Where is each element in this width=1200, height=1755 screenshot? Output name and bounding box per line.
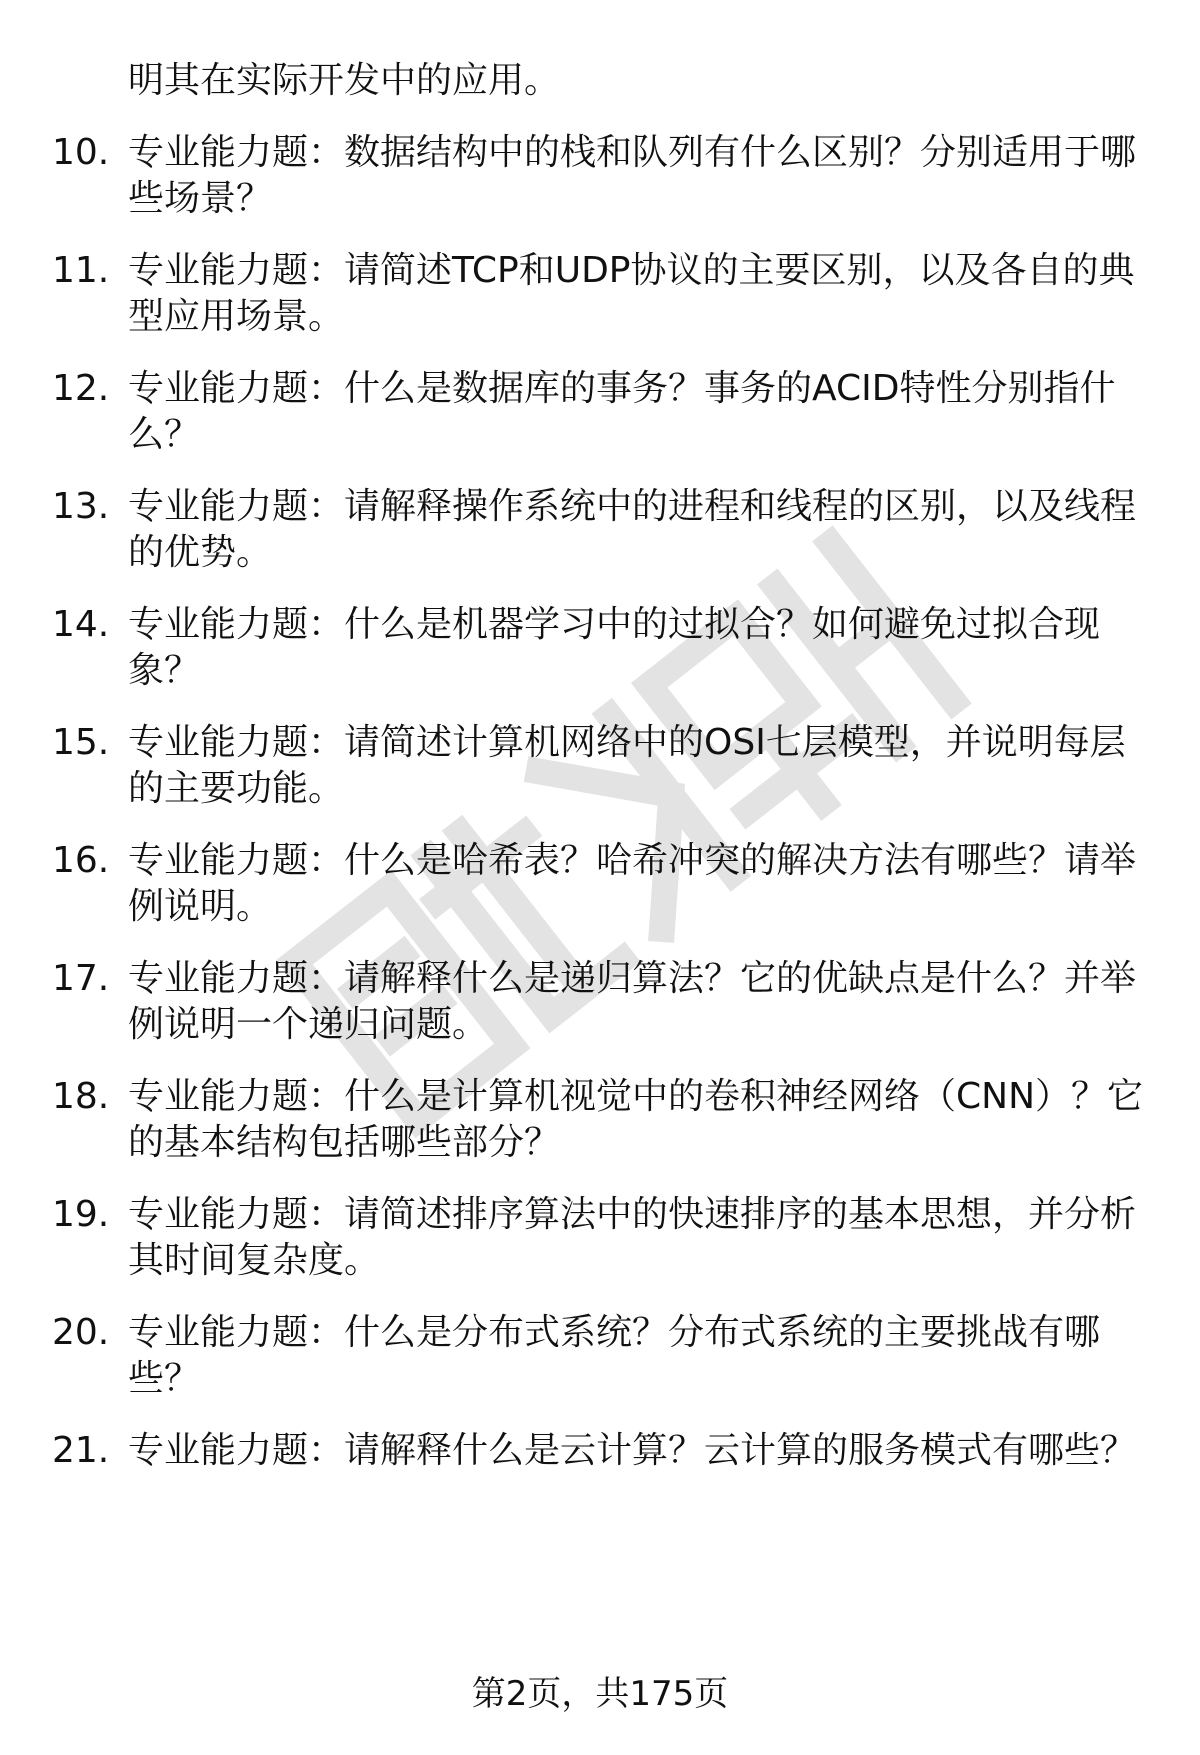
question-text: 专业能力题：数据结构中的栈和队列有什么区别？分别适用于哪些场景？: [128, 132, 1137, 219]
question-number: 21.: [52, 1430, 110, 1471]
question-number: 10.: [52, 132, 110, 173]
question-number: 11.: [52, 250, 110, 291]
question-text: 专业能力题：什么是机器学习中的过拟合？如何避免过拟合现象？: [128, 604, 1101, 691]
question-text: 专业能力题：请简述TCP和UDP协议的主要区别，以及各自的典型应用场景。: [128, 250, 1135, 337]
question-text: 专业能力题：请简述计算机网络中的OSI七层模型，并说明每层的主要功能。: [128, 722, 1126, 809]
question-number: 19.: [52, 1194, 110, 1235]
question-number: 15.: [52, 722, 110, 763]
continued-question-text: 明其在实际开发中的应用。: [128, 60, 561, 101]
question-number: 17.: [52, 958, 110, 999]
question-text: 专业能力题：请解释什么是递归算法？它的优缺点是什么？并举例说明一个递归问题。: [128, 958, 1137, 1045]
question-number: 13.: [52, 486, 110, 527]
question-text: 专业能力题：什么是计算机视觉中的卷积神经网络（CNN）？它的基本结构包括哪些部分？: [128, 1076, 1143, 1163]
question-number: 18.: [52, 1076, 110, 1117]
question-text: 专业能力题：什么是分布式系统？分布式系统的主要挑战有哪些？: [128, 1312, 1101, 1399]
question-text: 专业能力题：请解释操作系统中的进程和线程的区别，以及线程的优势。: [128, 486, 1137, 573]
question-text: 专业能力题：请解释什么是云计算？云计算的服务模式有哪些？: [128, 1430, 1137, 1471]
question-number: 16.: [52, 840, 110, 881]
question-number: 14.: [52, 604, 110, 645]
question-number: 12.: [52, 368, 110, 409]
question-number: 20.: [52, 1312, 110, 1353]
page-footer: 第2页，共175页: [471, 1674, 729, 1714]
question-text: 专业能力题：请简述排序算法中的快速排序的基本思想，并分析其时间复杂度。: [128, 1194, 1137, 1281]
question-text: 专业能力题：什么是数据库的事务？事务的ACID特性分别指什么？: [128, 368, 1116, 455]
question-text: 专业能力题：什么是哈希表？哈希冲突的解决方法有哪些？请举例说明。: [128, 840, 1137, 927]
